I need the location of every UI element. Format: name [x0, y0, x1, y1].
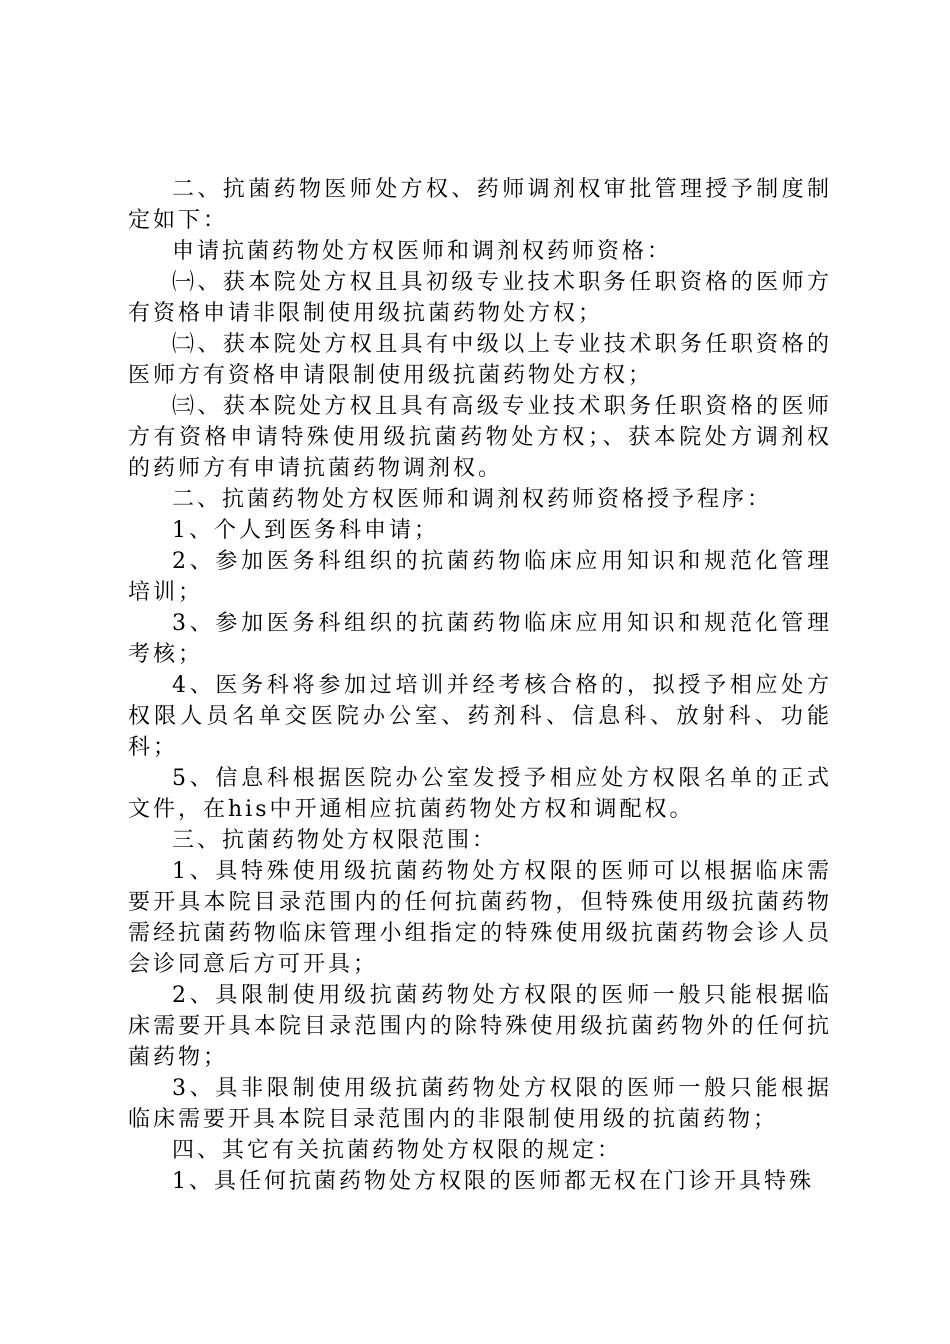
paragraph: 申请抗菌药物处方权医师和调剂权药师资格： [172, 239, 673, 264]
paragraph: ㈡、获本院处方权且具有中级以上专业技术职务任职资格的医师方有资格申请限制使用级抗菌药物处方权； [128, 332, 832, 388]
paragraph: 三、抗菌药物处方权限范围： [172, 828, 498, 853]
document-body [128, 174, 832, 1197]
paragraph: 5、信息科根据医院办公室发授予相应处方权限名单的正式文件，在his中开通相应抗菌药物处方权和调配权。 [128, 766, 832, 822]
paragraph: 二、抗菌药物处方权医师和调剂权药师资格授予程序： [172, 487, 773, 512]
paragraph: 2、参加医务科组织的抗菌药物临床应用知识和规范化管理培训； [128, 549, 832, 605]
paragraph: 四、其它有关抗菌药物处方权限的规定： [172, 1138, 623, 1163]
paragraph: 3、具非限制使用级抗菌药物处方权限的医师一般只能根据临床需要开具本院目录范围内的非限制使用级的抗菌药物； [128, 1076, 832, 1132]
paragraph: 1、具任何抗菌药物处方权限的医师都无权在门诊开具特殊 [172, 1169, 814, 1194]
paragraph: 2、具限制使用级抗菌药物处方权限的医师一般只能根据临床需要开具本院目录范围内的除特殊使用级抗菌药物外的任何抗菌药物； [128, 983, 832, 1070]
paragraph: 1、个人到医务科申请； [172, 518, 439, 543]
paragraph: 1、具特殊使用级抗菌药物处方权限的医师可以根据临床需要开具本院目录范围内的任何抗菌药物，但特殊使用级抗菌药物需经抗菌药物临床管理小组指定的特殊使用级抗菌药物会诊人员会诊同意后方可开具； [128, 859, 832, 977]
paragraph: ㈢、获本院处方权且具有高级专业技术职务任职资格的医师方有资格申请特殊使用级抗菌药物处方权；、获本院处方调剂权的药师方有申请抗菌药物调剂权。 [128, 394, 832, 481]
paragraph: ㈠、获本院处方权且具初级专业技术职务任职资格的医师方有资格申请非限制使用级抗菌药物处方权； [128, 270, 832, 326]
paragraph: 二、抗菌药物医师处方权、药师调剂权审批管理授予制度制定如下： [128, 177, 832, 233]
paragraph: 4、医务科将参加过培训并经考核合格的，拟授予相应处方权限人员名单交医院办公室、药剂科、信息科、放射科、功能科； [128, 673, 832, 760]
paragraph: 3、参加医务科组织的抗菌药物临床应用知识和规范化管理考核； [128, 611, 832, 667]
